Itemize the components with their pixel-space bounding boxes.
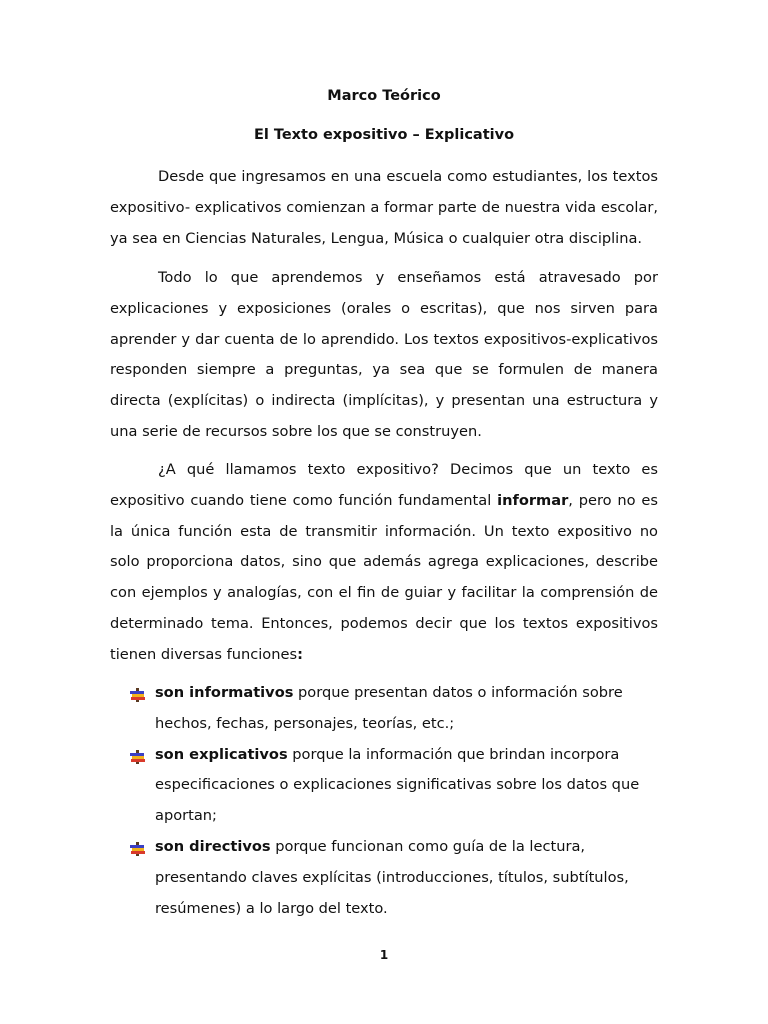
- paragraph-definition-before: ¿A qué llamamos texto expositivo? Decimos que un texto es expositivo cuando tiene como función fundamental: [110, 461, 658, 509]
- list-item-term: son informativos: [155, 684, 294, 701]
- page-title: Marco Teórico: [327, 88, 441, 104]
- stacked-bars-bullet-icon: [130, 842, 146, 856]
- list-item: [128, 832, 668, 924]
- paragraph-explanations: Todo lo que aprendemos y enseñamos está atravesado por explicaciones y exposiciones (orales o escritas), que nos sirven para aprender y dar cuenta de lo aprendido. Los textos expositivos-explicativos responden siempre a preguntas, ya sea que se formulen de manera directa (explícitas) o indirecta (implícitas), y presentan una estructura y una serie de recursos sobre los que se construyen.: [110, 269, 658, 440]
- list-item-term: son explicativos: [155, 745, 288, 763]
- list-item-text: porque presentan datos o información sobre hechos, fechas, personajes, teorías, etc.;: [155, 684, 623, 732]
- stacked-bars-bullet-icon: [130, 750, 146, 764]
- paragraph-definition-colon: :: [297, 645, 303, 663]
- list-item: [128, 678, 668, 740]
- page-subtitle: El Texto expositivo – Explicativo: [253, 127, 515, 143]
- paragraph-definition: [110, 455, 658, 671]
- functions-list: [128, 678, 668, 924]
- paragraph-intro: Desde que ingresamos en una escuela como estudiantes, los textos expositivo- explicativos comienzan a formar parte de nuestra vida escolar, ya sea en Ciencias Naturales, Lengua, Música o cualquier otra disciplina.: [110, 168, 658, 247]
- stacked-bars-bullet-icon: [130, 688, 146, 702]
- keyword-informar: informar: [497, 491, 569, 509]
- list-item-text: porque funcionan como guía de la lectura, presentando claves explícitas (introducciones, títulos, subtítulos, resúmenes) a lo largo del texto.: [155, 837, 629, 917]
- page-number: 1: [379, 948, 389, 962]
- paragraph-definition-after: , pero no es la única función esta de transmitir información. Un texto expositivo no solo proporciona datos, sino que además agrega explicaciones, describe con ejemplos y analogías, con el fin de guiar y facilitar la comprensión de determinado tema. Entonces, podemos decir que los textos expositivos tienen diversas funciones: [110, 491, 658, 663]
- list-item-term: son directivos: [155, 837, 271, 855]
- list-item-text: porque la información que brindan incorpora especificaciones o explicaciones significativas sobre los datos que aportan;: [155, 745, 640, 825]
- list-item: [128, 740, 668, 832]
